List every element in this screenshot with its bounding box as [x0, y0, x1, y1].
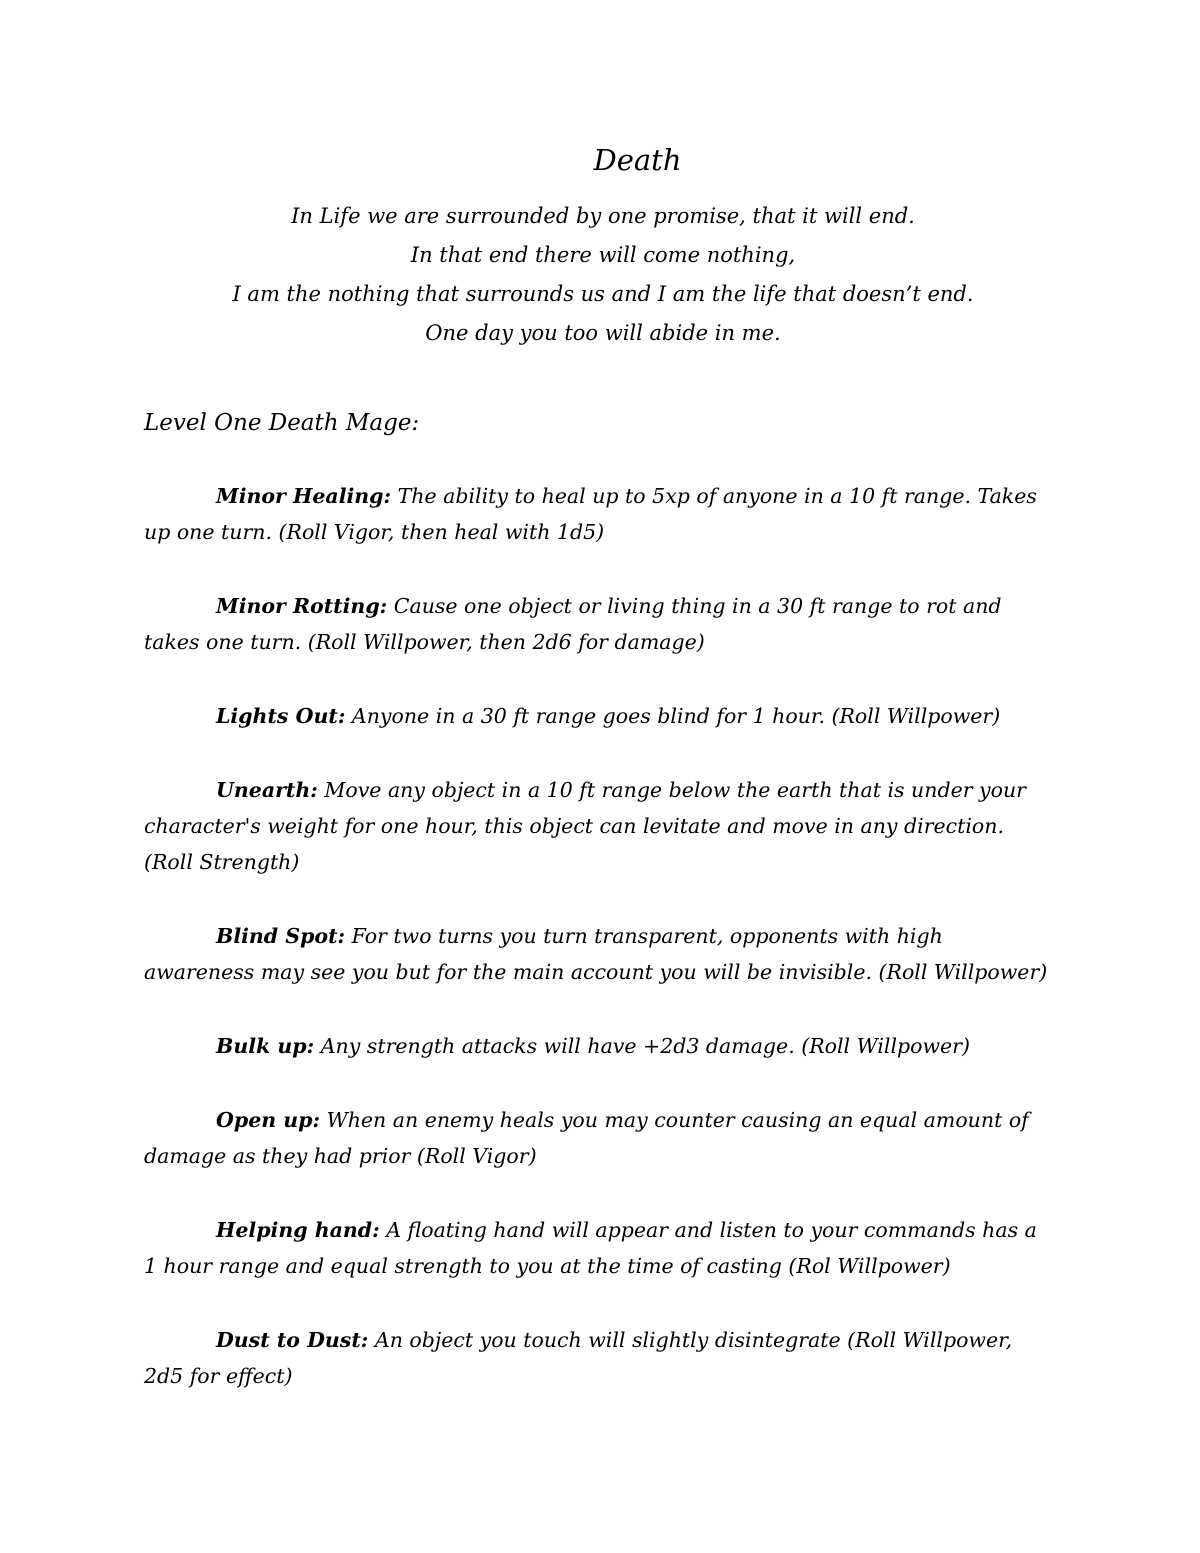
spell-name: Open up: [216, 1108, 321, 1132]
spell-name: Blind Spot: [216, 924, 346, 948]
spell-name: Helping hand: [216, 1218, 380, 1242]
spell-description: When an enemy heals you may counter causing an equal amount of damage as they had prior (Roll Vigor) [144, 1108, 1029, 1168]
spell-description: Cause one object or living thing in a 30 ft range to rot and takes one turn. (Roll Willpower, then 2d6 for damage) [144, 594, 1002, 654]
spell-description: Move any object in a 10 ft range below the earth that is under your character's weight for one hour, this object can levitate and move in any direction. (Roll Strength) [144, 778, 1026, 874]
spell-list [144, 478, 1056, 1432]
poem-line: In Life we are surrounded by one promise, that it will end. [291, 204, 915, 228]
spell-description: Anyone in a 30 ft range goes blind for 1 hour. (Roll Willpower) [351, 704, 1001, 728]
spell-entry [144, 918, 1056, 990]
spell-name: Bulk up: [216, 1034, 315, 1058]
spell-entry [144, 1212, 1056, 1284]
spell-description: A floating hand will appear and listen to your commands has a 1 hour range and equal strength to you at the time of casting (Rol Willpower) [144, 1218, 1037, 1278]
spell-description: The ability to heal up to 5xp of anyone in a 10 ft range. Takes up one turn. (Roll Vigor, then heal with 1d5) [144, 484, 1037, 544]
spell-name: Minor Healing: [216, 484, 392, 508]
spell-name: Minor Rotting: [216, 594, 388, 618]
document-title: Death [593, 143, 682, 177]
level-heading: Level One Death Mage: [144, 410, 420, 436]
spell-description: For two turns you turn transparent, opponents with high awareness may see you but for the main account you will be invisible. (Roll Willpower) [144, 924, 1048, 984]
spell-name: Lights Out: [216, 704, 346, 728]
poem-line: I am the nothing that surrounds us and I am the life that doesn’t end. [232, 282, 974, 306]
spell-entry [144, 698, 1056, 734]
spell-entry [144, 478, 1056, 550]
poem-line: In that end there will come nothing, [410, 243, 796, 267]
spell-entry [144, 1102, 1056, 1174]
spell-entry [144, 1028, 1056, 1064]
spell-name: Dust to Dust: [216, 1328, 369, 1352]
spell-entry [144, 772, 1056, 880]
spell-description: An object you touch will slightly disintegrate (Roll Willpower, 2d5 for effect) [144, 1328, 1013, 1388]
poem-block [0, 197, 1200, 353]
spell-description: Any strength attacks will have +2d3 damage. (Roll Willpower) [320, 1034, 970, 1058]
spell-entry [144, 1322, 1056, 1394]
spell-entry [144, 588, 1056, 660]
poem-line: One day you too will abide in me. [425, 321, 781, 345]
spell-name: Unearth: [216, 778, 318, 802]
